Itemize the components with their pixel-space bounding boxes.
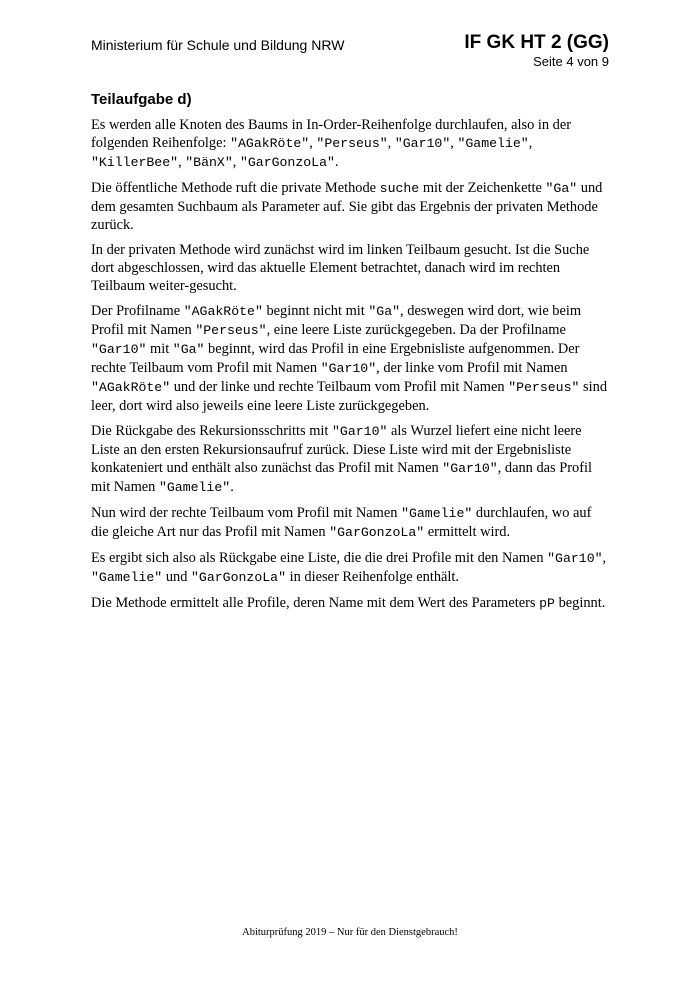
exam-code: IF GK HT 2 (GG) [464, 32, 609, 53]
text-segment: als Wurzel liefert eine nicht leere Liste an den ersten Rekursionsaufruf zurück. Diese Liste wird mit der Ergebnisliste konkateniert und enthält also zunächst das Profil mit Namen [91, 423, 582, 476]
paragraph-inorder [91, 116, 611, 172]
text-segment: , [602, 550, 607, 566]
text-segment: beginnt nicht mit [262, 303, 369, 319]
text-segment: , eine leere Liste zurückgegeben. Da der Profilname [266, 322, 566, 338]
text-segment: und dem gesamten Suchbaum als Parameter auf. Sie gibt das Ergebnis der privaten Methode zurück. [91, 180, 603, 233]
text-segment: , deswegen wird dort, wie beim Profil mit Namen [91, 303, 582, 338]
text-segment: In der privaten Methode wird zunächst wird im linken Teilbaum gesucht. Ist die Suche dort abgeschlossen, wird das aktuelle Element betrachtet, danach wird im rechten Teilbaum weiter-gesucht. [91, 242, 590, 294]
paragraph-trace [91, 302, 611, 415]
text-segment: Die Methode ermittelt alle Profile, deren Name mit dem Wert des Parameters [91, 595, 540, 611]
paragraph-right-subtree [91, 504, 611, 542]
code-literal: "Gar10" [332, 424, 388, 439]
text-segment: Es ergibt sich also als Rückgabe eine Liste, die die drei Profile mit den Namen [91, 550, 548, 566]
text-segment: ermittelt wird. [424, 524, 511, 540]
text-segment: und [162, 569, 192, 585]
code-literal: "KillerBee" [91, 155, 179, 170]
answer-body [91, 116, 611, 620]
text-segment: beginnt, wird das Profil in eine Ergebnisliste aufgenommen. Der rechte Teilbaum vom Profil mit Namen [91, 341, 580, 376]
text-segment: . [334, 154, 339, 170]
text-segment: und der linke und rechte Teilbaum vom Profil mit Namen [170, 379, 509, 395]
text-segment: beginnt. [554, 595, 606, 611]
code-literal: "AGakRöte" [230, 136, 310, 151]
text-segment: durchlaufen, wo auf die gleiche Art nur das Profil mit Namen [91, 505, 592, 540]
code-literal: "GarGonzoLa" [329, 525, 425, 540]
text-segment: sind leer, dort wird also jeweils eine leere Liste zurückgegeben. [91, 379, 608, 414]
paragraph-private-method [91, 241, 611, 295]
code-literal: "Ga" [545, 181, 578, 196]
code-literal: "Gar10" [320, 361, 377, 376]
text-segment: , dann das Profil mit Namen [91, 460, 593, 495]
page-footer: Abiturprüfung 2019 – Nur für den Dienstgebrauch! [242, 927, 458, 938]
text-segment: Die Rückgabe des Rekursionsschritts mit [91, 423, 333, 439]
header-right [464, 32, 609, 69]
text-segment: , [387, 135, 395, 151]
code-literal: "Gar10" [91, 342, 147, 357]
text-segment: , [232, 154, 240, 170]
code-literal: "Gar10" [442, 461, 498, 476]
code-literal: "Perseus" [195, 323, 267, 338]
text-segment: , [178, 154, 186, 170]
code-literal: "Gamelie" [457, 136, 529, 151]
page-number: Seite 4 von 9 [533, 54, 609, 69]
text-segment: . [230, 479, 234, 495]
code-literal: "GarGonzoLa" [239, 155, 335, 170]
code-literal: "Gamelie" [401, 506, 473, 521]
code-literal: pP [539, 596, 555, 611]
paragraph-public-method [91, 179, 611, 234]
code-literal: "Gar10" [547, 551, 603, 566]
code-literal: "GarGonzoLa" [191, 570, 286, 585]
code-literal: "Ga" [368, 304, 401, 319]
code-literal: "Gamelie" [158, 480, 231, 495]
section-title: Teilaufgabe d) [91, 91, 192, 108]
text-segment: Die öffentliche Methode ruft die private Methode [91, 180, 380, 196]
code-literal: "Perseus" [508, 380, 580, 395]
text-segment: , [309, 135, 317, 151]
code-literal: "Gar10" [394, 136, 451, 151]
text-segment: , der linke vom Profil mit Namen [376, 360, 568, 376]
text-segment: Es werden alle Knoten des Baums in In-Order-Reihenfolge durchlaufen, also in der folgenden Reihenfolge: [91, 117, 572, 151]
code-literal: "AGakRöte" [183, 304, 263, 319]
paragraph-conclusion [91, 594, 611, 613]
text-segment: in dieser Reihenfolge enthält. [285, 569, 460, 585]
code-literal: "Perseus" [316, 136, 388, 151]
text-segment: Nun wird der rechte Teilbaum vom Profil mit Namen [91, 505, 402, 521]
paragraph-result [91, 549, 611, 587]
code-literal: "BänX" [185, 155, 233, 170]
code-literal: "Ga" [172, 342, 205, 357]
text-segment: Der Profilname [91, 303, 184, 319]
paragraph-recursion [91, 422, 611, 497]
code-literal: "AGakRöte" [91, 380, 171, 395]
text-segment: mit [146, 341, 173, 357]
code-literal: "Gamelie" [91, 570, 163, 585]
text-segment: , [528, 135, 533, 151]
text-segment: mit der Zeichenkette [419, 180, 546, 196]
text-segment: , [450, 135, 458, 151]
ministry-name: Ministerium für Schule und Bildung NRW [91, 37, 345, 53]
code-literal: suche [379, 181, 420, 196]
